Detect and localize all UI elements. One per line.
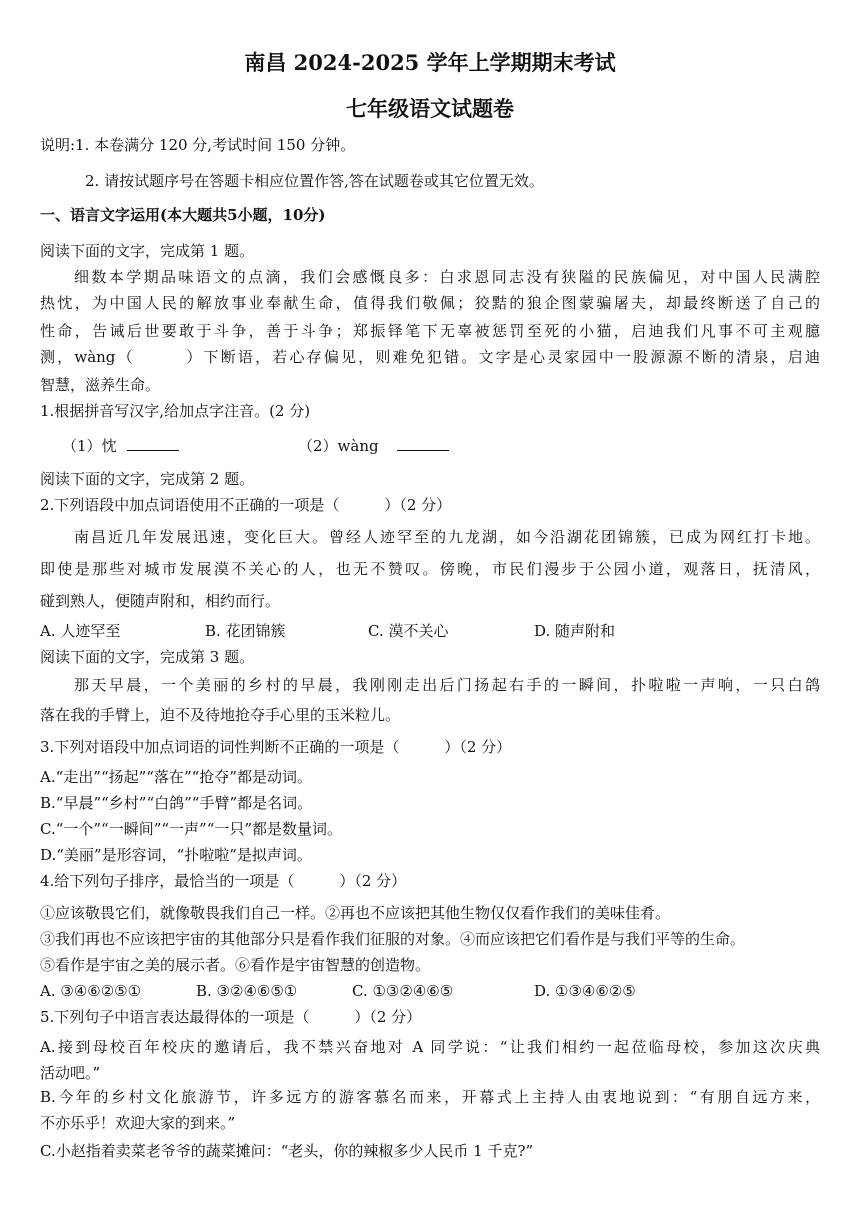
q4-stem: 4.给下列句子排序，最恰当的一项是（ ）（2 分） <box>40 872 407 890</box>
read-instruction-3: 阅读下面的文字，完成第 3 题。 <box>40 648 255 666</box>
q2-stem: 2.下列语段中加点词语使用不正确的一项是（ ）（2 分） <box>40 496 452 514</box>
q3-option-a: A.“走出”“扬起”“落在”“抢夺”都是动词。 <box>40 768 312 786</box>
q2-option-d: D. 随声附和 <box>534 622 616 640</box>
passage1-line-1: 细数本学期品味语文的点滴，我们会感慨良多：白求恩同志没有狭隘的民族偏见，对中国人民满腔 <box>74 268 820 286</box>
passage1-line-3: 性命，告诫后世要敢于斗争，善于斗争；郑振铎笔下无辜被惩罚至死的小猫，启迪我们凡事不可主观臆 <box>40 322 820 340</box>
note-1: 说明:1. 本卷满分 120 分,考试时间 150 分钟。 <box>40 136 356 154</box>
q4-option-c: C. ①③②④⑥⑤ <box>352 982 454 1000</box>
q2-option-b: B. 花团锦簇 <box>205 622 286 640</box>
exam-subtitle: 七年级语文试题卷 <box>346 96 514 121</box>
q4-option-d: D. ①③④⑥②⑤ <box>534 982 636 1000</box>
q4-option-a: A. ③④⑥②⑤① <box>40 982 142 1000</box>
q1-item-1: （1）忱 <box>62 434 179 457</box>
q2-option-c: C. 漠不关心 <box>368 622 449 640</box>
q5-option-b-line-2: 不亦乐乎！欢迎大家的到来。” <box>40 1114 236 1132</box>
exam-title: 南昌 2024-2025 学年上学期期末考试 <box>244 50 616 75</box>
q1-item-2: （2）wàng <box>298 434 449 457</box>
q4-sentences-line-1: ①应该敬畏它们，就像敬畏我们自己一样。②再也不应该把其他生物仅仅看作我们的美味佳肴。 <box>40 904 671 922</box>
q4-option-b: B. ③②④⑥⑤① <box>196 982 298 1000</box>
q5-option-a-line-2: 活动吧。” <box>40 1064 101 1082</box>
q2-passage-line-1: 南昌近几年发展迅速，变化巨大。曾经人迹罕至的九龙湖，如今沿湖花团锦簇，已成为网红打卡地。 <box>74 528 820 546</box>
passage1-line-5: 智慧，滋养生命。 <box>40 376 161 394</box>
q3-option-d: D.“美丽”是形容词，“扑啦啦”是拟声词。 <box>40 846 312 864</box>
passage3-line-1: 那天早晨，一个美丽的乡村的早晨，我刚刚走出后门扬起右手的一瞬间，扑啦啦一声响，一只白鸽 <box>74 676 820 694</box>
q4-sentences-line-3: ⑤看作是宇宙之美的展示者。⑥看作是宇宙智慧的创造物。 <box>40 956 431 974</box>
read-instruction-1: 阅读下面的文字，完成第 1 题。 <box>40 242 255 260</box>
passage1-line-4: 测，wàng（ ）下断语，若心存偏见，则难免犯错。文字是心灵家园中一股源源不断的清泉，启迪 <box>40 348 820 366</box>
q5-stem: 5.下列句子中语言表达最得体的一项是（ ）（2 分） <box>40 1008 422 1026</box>
q2-passage-line-3: 碰到熟人，便随声附和，相约而行。 <box>40 592 281 610</box>
q1-stem: 1.根据拼音写汉字,给加点字注音。(2 分) <box>40 402 311 420</box>
section-heading: 一、语言文字运用(本大题共5小题，10分) <box>40 206 326 224</box>
note-2: 2. 请按试题序号在答题卡相应位置作答,答在试题卷或其它位置无效。 <box>85 172 544 190</box>
q3-option-b: B.“早晨”“乡村”“白鸽”“手臂”都是名词。 <box>40 794 313 812</box>
q4-sentences-line-2: ③我们再也不应该把宇宙的其他部分只是看作我们征服的对象。④而应该把它们看作是与我们平等的生命。 <box>40 930 746 948</box>
q1-answer-blank-1[interactable] <box>127 434 179 451</box>
q5-option-c: C.小赵指着卖菜老爷爷的蔬菜摊问：“老头，你的辣椒多少人民币 1 千克?” <box>40 1142 534 1160</box>
q3-option-c: C.“一个”“一瞬间”“一声”“一只”都是数量词。 <box>40 820 343 838</box>
q1-answer-blank-2[interactable] <box>397 434 449 451</box>
q5-option-b-line-1: B.今年的乡村文化旅游节，许多远方的游客慕名而来，开幕式上主持人由衷地说到：“有朋自远方来， <box>40 1088 820 1106</box>
passage1-line-2: 热忱，为中国人民的解放事业奉献生命，值得我们敬佩；狡黠的狼企图蒙骗屠夫，却最终断送了自己的 <box>40 294 820 312</box>
q2-option-a: A. 人迹罕至 <box>40 622 121 640</box>
read-instruction-2: 阅读下面的文字，完成第 2 题。 <box>40 470 255 488</box>
q3-stem: 3.下列对语段中加点词语的词性判断不正确的一项是（ ）（2 分） <box>40 738 512 756</box>
q5-option-a-line-1: A.接到母校百年校庆的邀请后，我不禁兴奋地对 A 同学说：“让我们相约一起莅临母校，参加这次庆典 <box>40 1038 820 1056</box>
q2-passage-line-2: 即使是那些对城市发展漠不关心的人，也无不赞叹。傍晚，市民们漫步于公园小道，观落日，抚清风， <box>40 560 820 578</box>
passage3-line-2: 落在我的手臂上，迫不及待地抢夺手心里的玉米粒儿。 <box>40 706 401 724</box>
